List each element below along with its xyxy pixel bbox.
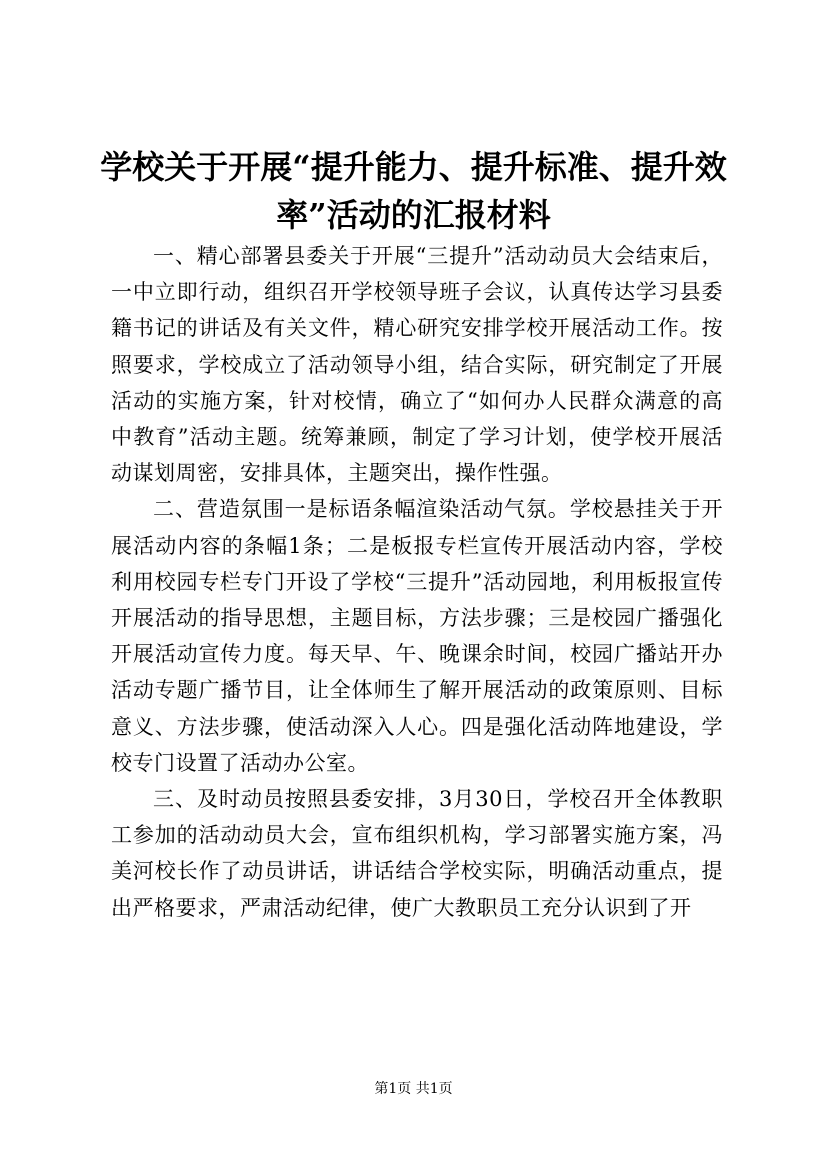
paragraph-3: 三、及时动员按照县委安排，3月30日，学校召开全体教职工参加的活动动员大会，宣布组织机构，学习部署实施方案，冯美河校长作了动员讲话，讲话结合学校实际，明确活动重点，提出严格要求，严肃活动纪律，使广大教职员工充分认识到了开 (111, 787, 723, 920)
document-body (111, 238, 723, 926)
page-number-label: 第1页 共1页 (374, 1081, 453, 1097)
paragraph-2: 二、营造氛围一是标语条幅渲染活动气氛。学校悬挂关于开展活动内容的条幅1条；二是板报专栏宣传开展活动内容，学校利用校园专栏专门开设了学校“三提升”活动园地，利用板报宣传开展活动的指导思想，主题目标，方法步骤；三是校园广播强化开展活动宣传力度。每天早、午、晚课余时间，校园广播站开办活动专题广播节目，让全体师生了解开展活动的政策原则、目标意义、方法步骤，使活动深入人心。四是强化活动阵地建设，学校专门设置了活动办公室。 (111, 497, 723, 775)
page-footer (0, 1080, 827, 1098)
paragraph-1: 一、精心部署县委关于开展“三提升”活动动员大会结束后，一中立即行动，组织召开学校领导班子会议，认真传达学习县委籍书记的讲话及有关文件，精心研究安排学校开展活动工作。按照要求，学校成立了活动领导小组，结合实际，研究制定了开展活动的实施方案，针对校情，确立了“如何办人民群众满意的高中教育”活动主题。统筹兼顾，制定了学习计划，使学校开展活动谋划周密，安排具体，主题突出，操作性强。 (111, 244, 723, 486)
document-title: 学校关于开展“提升能力、提升标准、提升效率”活动的汇报材料 (100, 148, 727, 234)
